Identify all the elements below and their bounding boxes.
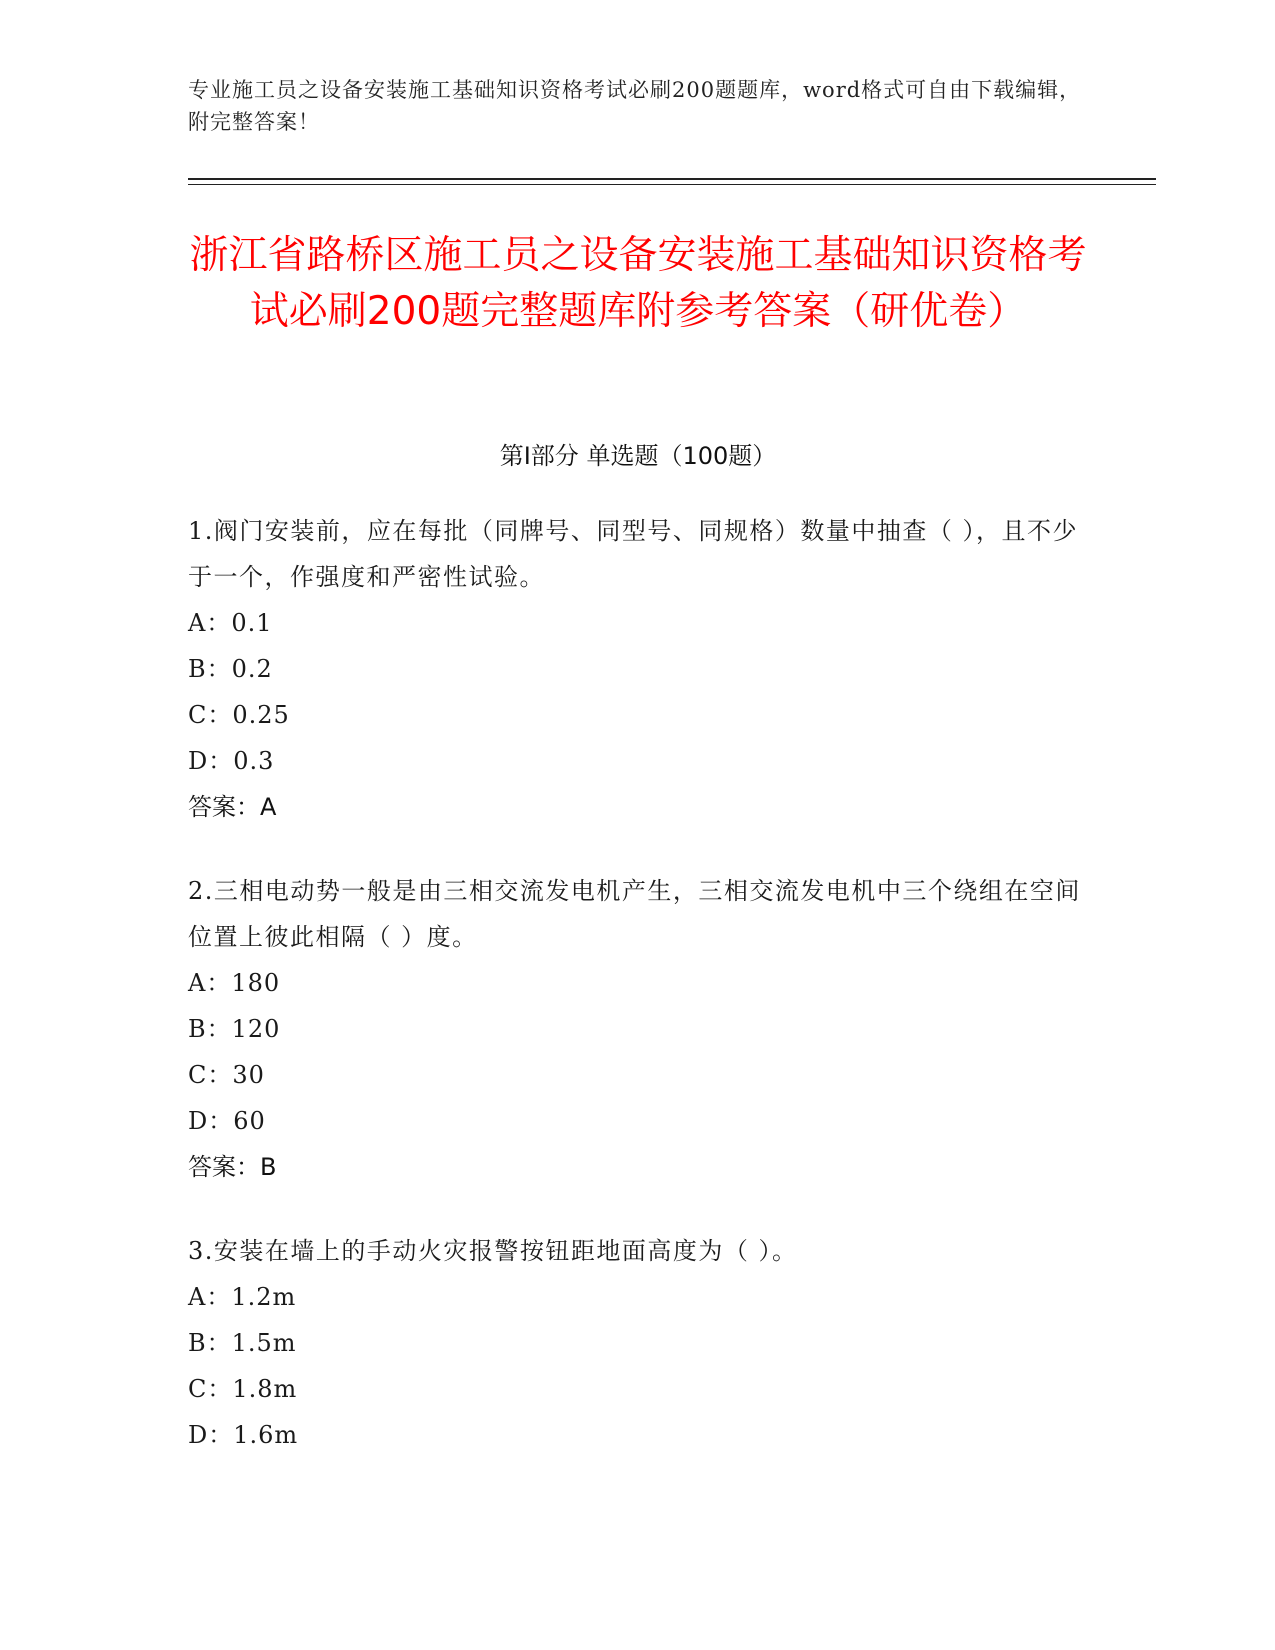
answer-line: 答案：B xyxy=(188,1153,277,1181)
option-key: B： xyxy=(188,655,232,683)
question-stem: 3.安装在墙上的手动火灾报警按钮距地面高度为（ ）。 xyxy=(188,1237,798,1265)
option-b xyxy=(188,646,1088,692)
option-value: 0.1 xyxy=(231,609,273,637)
option-key: A： xyxy=(188,969,232,997)
answer-line: 答案：A xyxy=(188,793,277,821)
option-key: C： xyxy=(188,701,233,729)
option-a xyxy=(188,960,1088,1006)
question-2 xyxy=(188,868,1088,1190)
option-b xyxy=(188,1320,1088,1366)
option-d xyxy=(188,738,1088,784)
option-key: D： xyxy=(188,1421,234,1449)
option-key: C： xyxy=(188,1375,233,1403)
option-c xyxy=(188,692,1088,738)
option-key: B： xyxy=(188,1329,232,1357)
option-key: A： xyxy=(188,1283,232,1311)
question-1 xyxy=(188,508,1088,830)
option-value: 1.5m xyxy=(231,1329,297,1357)
question-3 xyxy=(188,1228,1088,1458)
option-value: 180 xyxy=(231,969,281,997)
header-divider-thin xyxy=(188,184,1156,185)
question-stem: 1.阀门安装前，应在每批（同牌号、同型号、同规格）数量中抽查（ ），且不少于一个，作强度和严密性试验。 xyxy=(188,517,1079,591)
option-c xyxy=(188,1366,1088,1412)
document-title: 浙江省路桥区施工员之设备安装施工基础知识资格考试必刷200题完整题库附参考答案（研优卷） xyxy=(189,233,1087,334)
option-key: D： xyxy=(188,1107,234,1135)
header-divider-thick xyxy=(188,178,1156,180)
option-key: C： xyxy=(188,1061,233,1089)
option-a xyxy=(188,1274,1088,1320)
option-value: 1.8m xyxy=(232,1375,298,1403)
question-stem: 2.三相电动势一般是由三相交流发电机产生，三相交流发电机中三个绕组在空间位置上彼此相隔（ ）度。 xyxy=(188,877,1081,951)
option-key: B： xyxy=(188,1015,232,1043)
option-a xyxy=(188,600,1088,646)
option-d xyxy=(188,1098,1088,1144)
option-value: 120 xyxy=(231,1015,281,1043)
option-value: 60 xyxy=(233,1107,266,1135)
option-value: 30 xyxy=(232,1061,265,1089)
option-value: 0.25 xyxy=(232,701,290,729)
option-key: A： xyxy=(188,609,232,637)
option-key: D： xyxy=(188,747,234,775)
option-c xyxy=(188,1052,1088,1098)
option-d xyxy=(188,1412,1088,1458)
option-value: 1.6m xyxy=(233,1421,299,1449)
header-note: 专业施工员之设备安装施工基础知识资格考试必刷200题题库，word格式可自由下载编辑，附完整答案！ xyxy=(188,78,1082,134)
option-value: 0.2 xyxy=(231,655,273,683)
option-value: 1.2m xyxy=(231,1283,297,1311)
option-value: 0.3 xyxy=(233,747,275,775)
option-b xyxy=(188,1006,1088,1052)
section-heading: 第Ⅰ部分 单选题（100题） xyxy=(499,442,777,470)
